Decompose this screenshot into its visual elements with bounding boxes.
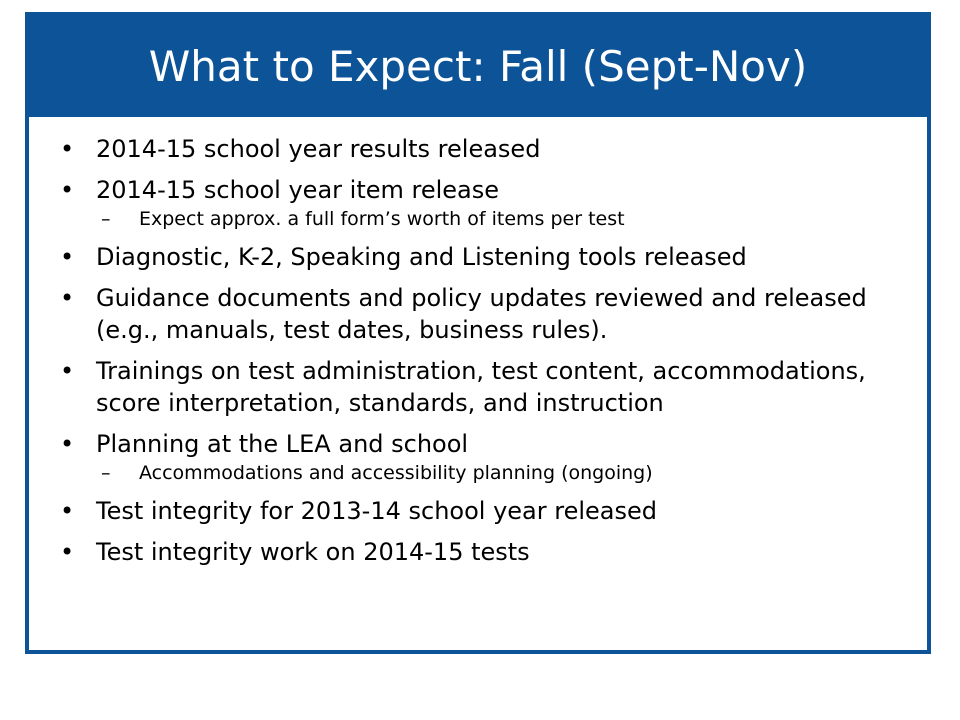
bullet-marker: • — [60, 497, 75, 525]
sub-bullet-item — [59, 206, 899, 232]
slide-title: What to Expect: Fall (Sept-Nov) — [148, 41, 808, 91]
bullet-marker: • — [60, 176, 75, 204]
bullet-marker: • — [60, 135, 75, 163]
bullet-text: Diagnostic, K-2, Speaking and Listening tools released — [96, 243, 747, 271]
bullet-marker: • — [60, 284, 75, 312]
bullet-marker: • — [60, 538, 75, 566]
bullet-text: Trainings on test administration, test content, accommodations, score interpretation, standards, and instruction — [96, 357, 866, 417]
title-bar — [29, 16, 927, 117]
bullet-item — [59, 133, 899, 165]
bullet-text: Guidance documents and policy updates reviewed and released (e.g., manuals, test dates, business rules). — [96, 284, 867, 344]
bullet-item — [59, 174, 899, 206]
sub-bullet-marker: – — [101, 208, 111, 230]
sub-bullet-text: Expect approx. a full form’s worth of items per test — [139, 208, 625, 230]
bullet-text: 2014-15 school year results released — [96, 135, 541, 163]
sub-bullet-item — [59, 460, 899, 486]
bullet-item — [59, 428, 899, 460]
bullet-text: 2014-15 school year item release — [96, 176, 500, 204]
sub-bullet-text: Accommodations and accessibility planning (ongoing) — [139, 462, 653, 484]
sub-bullet-marker: – — [101, 462, 111, 484]
bullet-item — [59, 241, 899, 273]
bullet-list — [59, 133, 899, 568]
bullet-marker: • — [60, 430, 75, 458]
bullet-item — [59, 282, 899, 346]
slide-frame — [25, 12, 931, 654]
bullet-item — [59, 495, 899, 527]
bullet-marker: • — [60, 357, 75, 385]
bullet-item — [59, 536, 899, 568]
bullet-text: Planning at the LEA and school — [96, 430, 469, 458]
bullet-text: Test integrity work on 2014-15 tests — [96, 538, 530, 566]
bullet-item — [59, 355, 899, 419]
bullet-marker: • — [60, 243, 75, 271]
bullet-text: Test integrity for 2013-14 school year released — [96, 497, 657, 525]
